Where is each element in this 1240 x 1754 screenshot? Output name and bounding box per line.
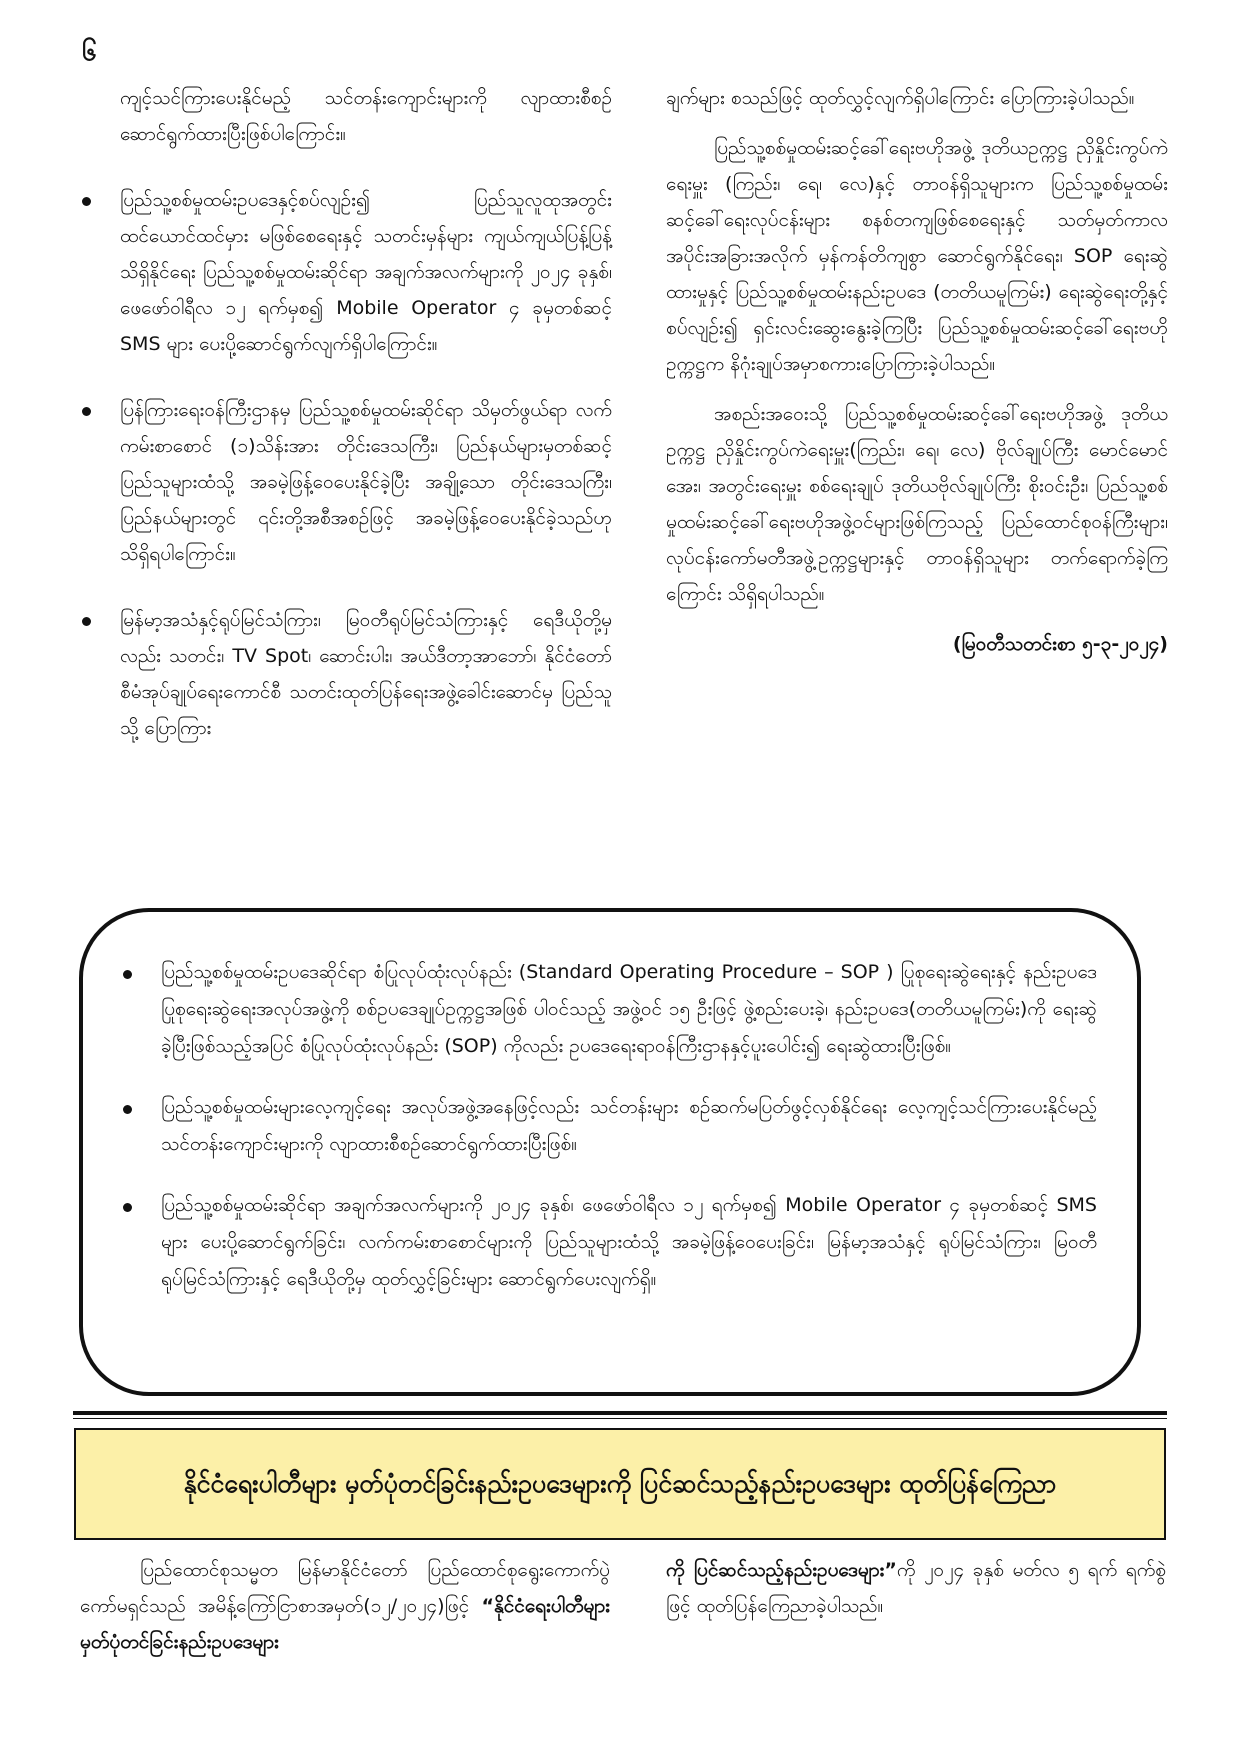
bullet-icon — [82, 407, 91, 416]
left-bullet-list — [120, 182, 612, 746]
bottom-right-text: ကို ၂၀၂၄ ခုနှစ် မတ်လ ၅ ရက် ရက်စွဲဖြင့် ထုတ်ပြန်ကြေညာခဲ့ပါသည်။ — [666, 1559, 1166, 1617]
divider-thin — [73, 1418, 1167, 1419]
news-source: (မြဝတီသတင်းစာ ၅-၃-၂၀၂၄) — [952, 633, 1168, 655]
right-paragraph-2: ပြည်သူ့စစ်မှုထမ်းဆင့်ခေါ်ရေးဗဟိုအဖွဲ့ ဒုတိယဥက္ကဋ္ဌ ညှိနှိုင်းကွပ်ကဲရေးမှူး (ကြည်း၊ ရေ၊ လေ)နှင့် တာဝန်ရှိသူများက ပြည်သူ့စစ်မှုထမ်းဆင့်ခေါ်ရေးလုပ်ငန်းများ စနစ်တကျဖြစ်စေရေးနှင့် သတ်မှတ်ကာလအပိုင်းအခြားအလိုက် မှန်ကန်တိကျစွာ ဆောင်ရွက်နိုင်ရေး၊ SOP ရေးဆွဲထားမှုနှင့် ပြည်သူ့စစ်မှုထမ်းနည်းဥပဒေ (တတိယမူကြမ်း) ရေးဆွဲရေးတို့နှင့်စပ်လျဉ်း၍ ရှင်းလင်းဆွေးနွေးခဲ့ကြပြီး ပြည်သူ့စစ်မှုထမ်းဆင့်ခေါ်ရေးဗဟိုဥက္ကဋ္ဌက နိဂုံးချုပ်အမှာစကားပြောကြားခဲ့ပါသည်။ — [666, 137, 1168, 375]
bottom-left-paragraph — [80, 1552, 610, 1660]
bullet-text: ပြန်ကြားရေးဝန်ကြီးဌာနမှ ပြည်သူ့စစ်မှုထမ်းဆိုင်ရာ သိမှတ်ဖွယ်ရာ လက်ကမ်းစာစောင် (၁)သိန်းအား တိုင်းဒေသကြီး၊ ပြည်နယ်များမှတစ်ဆင့် ပြည်သူများထံသို့ အခမဲ့ဖြန့်ဝေပေးနိုင်ခဲ့ပြီး အချို့သော တိုင်းဒေသကြီး၊ ပြည်နယ်များတွင် ၎င်းတို့အစီအစဉ်ဖြင့် အခမဲ့ဖြန့်ဝေပေးနိုင်ခဲ့သည်ဟု သိရှိရပါကြောင်း။ — [120, 399, 612, 565]
bottom-left-text: ပြည်ထောင်စုသမ္မတ မြန်မာနိုင်ငံတော် ပြည်ထောင်စုရွေးကောက်ပွဲကော်မရှင်သည် အမိန့်ကြော်ငြာစာအမှတ်(၁၂/၂၀၂၄)ဖြင့် — [80, 1559, 610, 1617]
left-bullet-item — [120, 182, 612, 362]
bottom-left-bold: “နိုင်ငံရေးပါတီများမှတ်ပုံတင်ခြင်းနည်းဥပဒေများ — [80, 1595, 610, 1653]
article-headline — [74, 1428, 1166, 1540]
bullet-icon — [123, 1203, 132, 1212]
right-paragraph-1: ချက်များ စသည်ဖြင့် ထုတ်လွှင့်လျက်ရှိပါကြောင်း ပြောကြားခဲ့ပါသည်။ — [666, 87, 1135, 109]
bottom-right-paragraph — [666, 1552, 1166, 1624]
summary-item — [161, 1089, 1097, 1163]
page-number: ၆ — [82, 37, 97, 67]
bullet-text: မြန်မာ့အသံနှင့်ရုပ်မြင်သံကြား၊ မြဝတီရုပ်မြင်သံကြားနှင့် ရေဒီယိုတို့မှလည်း သတင်း၊ TV Spot၊ ဆောင်းပါး၊ အယ်ဒီတာ့အာဘော်၊ နိုင်ငံတော်စီမံအုပ်ချုပ်ရေးကောင်စီ သတင်းထုတ်ပြန်ရေးအဖွဲ့ခေါင်းဆောင်မှ ပြည်သူသို့ ပြောကြား — [120, 609, 612, 739]
left-bullet-item — [120, 602, 612, 746]
bullet-icon — [82, 617, 91, 626]
summary-text: ပြည်သူ့စစ်မှုထမ်းများလေ့ကျင့်ရေး အလုပ်အဖွဲ့အနေဖြင့်လည်း သင်တန်းများ စဉ်ဆက်မပြတ်ဖွင့်လှစ်နိုင်ရေး လေ့ကျင့်သင်ကြားပေးနိုင်မည့် သင်တန်းကျောင်းများကို လျာထားစီစဉ်ဆောင်ရွက်ထားပြီးဖြစ်။ — [161, 1096, 1097, 1155]
bullet-icon — [123, 970, 132, 979]
left-column — [120, 80, 612, 776]
summary-box — [79, 908, 1141, 1396]
bullet-text: ပြည်သူ့စစ်မှုထမ်းဥပဒေနှင့်စပ်လျဉ်း၍ ပြည်သူလူထုအတွင်း ထင်ယောင်ထင်မှား မဖြစ်စေရေးနှင့် သတင်းမှန်များ ကျယ်ကျယ်ပြန့်ပြန့် သိရှိနိုင်ရေး ပြည်သူ့စစ်မှုထမ်းဆိုင်ရာ အချက်အလက်များကို ၂၀၂၄ ခုနှစ်၊ ဖေဖော်ဝါရီလ ၁၂ ရက်မှစ၍ Mobile Operator ၄ ခုမှတစ်ဆင့် SMS များ ပေးပို့ဆောင်ရွက်လျက်ရှိပါကြောင်း။ — [120, 189, 612, 355]
bottom-right-bold: ကို ပြင်ဆင်သည့်နည်းဥပဒေများ” — [666, 1559, 897, 1581]
left-intro-paragraph: ကျင့်သင်ကြားပေးနိုင်မည့် သင်တန်းကျောင်းများကို လျာထားစီစဉ်ဆောင်ရွက်ထားပြီးဖြစ်ပါကြောင်း။ — [120, 87, 612, 145]
summary-list — [83, 912, 1137, 1298]
bottom-left-column — [80, 1552, 610, 1660]
right-paragraph-3: အစည်းအဝေးသို့ ပြည်သူ့စစ်မှုထမ်းဆင့်ခေါ်ရေးဗဟိုအဖွဲ့ ဒုတိယဥက္ကဋ္ဌ ညှိနှိုင်းကွပ်ကဲရေးမှူး(ကြည်း၊ ရေ၊ လေ) ဗိုလ်ချုပ်ကြီး မောင်မောင်အေး၊ အတွင်းရေးမှူး စစ်ရေးချုပ် ဒုတိယဗိုလ်ချုပ်ကြီး စိုးဝင်းဦး၊ ပြည်သူ့စစ်မှုထမ်းဆင့်ခေါ်ရေးဗဟိုအဖွဲ့ဝင်များဖြစ်ကြသည့် ပြည်ထောင်စုဝန်ကြီးများ၊ လုပ်ငန်းကော်မတီအဖွဲ့ဥက္ကဋ္ဌများနှင့် တာဝန်ရှိသူများ တက်ရောက်ခဲ့ကြကြောင်း သိရှိရပါသည်။ — [666, 403, 1168, 605]
summary-text: ပြည်သူ့စစ်မှုထမ်းဆိုင်ရာ အချက်အလက်များကို ၂၀၂၄ ခုနှစ်၊ ဖေဖော်ဝါရီလ ၁၂ ရက်မှစ၍ Mobile Operator ၄ ခုမှတစ်ဆင့် SMS များ ပေးပို့ဆောင်ရွက်ခြင်း၊ လက်ကမ်းစာစောင်များကို ပြည်သူများထံသို့ အခမဲ့ဖြန့်ဝေပေးခြင်း၊ မြန်မာ့အသံနှင့် ရုပ်မြင်သံကြား၊ မြဝတီရုပ်မြင်သံကြားနှင့် ရေဒီယိုတို့မှ ထုတ်လွှင့်ခြင်းများ ဆောင်ရွက်ပေးလျက်ရှိ။ — [161, 1194, 1097, 1290]
right-column — [666, 80, 1168, 662]
left-bullet-item — [120, 392, 612, 572]
summary-item — [161, 954, 1097, 1065]
summary-item — [161, 1187, 1097, 1298]
bullet-icon — [82, 197, 91, 206]
bottom-right-column — [666, 1552, 1166, 1624]
headline-text: နိုင်ငံရေးပါတီများ မှတ်ပုံတင်ခြင်းနည်းဥပဒေများကို ပြင်ဆင်သည့်နည်းဥပဒေများ ထုတ်ပြန်ကြေညာ — [183, 1469, 1057, 1498]
divider-thick — [73, 1411, 1167, 1415]
summary-text: ပြည်သူ့စစ်မှုထမ်းဥပဒေဆိုင်ရာ စံပြုလုပ်ထုံးလုပ်နည်း (Standard Operating Procedure – SOP ) ပြုစုရေးဆွဲရေးနှင့် နည်းဥပဒေပြုစုရေးဆွဲရေးအလုပ်အဖွဲ့ကို စစ်ဥပဒေချုပ်ဥက္ကဋ္ဌအဖြစ် ပါဝင်သည့် အဖွဲ့ဝင် ၁၅ ဦးဖြင့် ဖွဲ့စည်းပေးခဲ့၊ နည်းဥပဒေ(တတိယမူကြမ်း)ကို ရေးဆွဲခဲ့ပြီးဖြစ်သည့်အပြင် စံပြုလုပ်ထုံးလုပ်နည်း (SOP) ကိုလည်း ဥပဒေရေးရာဝန်ကြီးဌာနနှင့်ပူးပေါင်း၍ ရေးဆွဲထားပြီးဖြစ်။ — [161, 961, 1097, 1057]
bullet-icon — [123, 1105, 132, 1114]
